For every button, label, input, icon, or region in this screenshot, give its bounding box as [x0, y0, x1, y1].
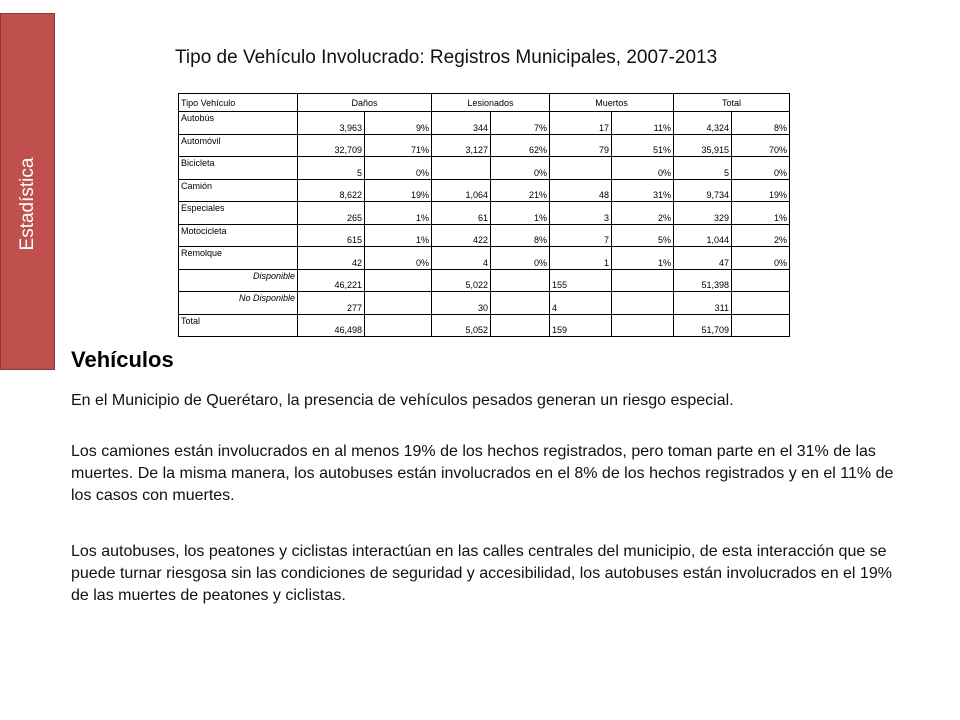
table-cell: 79 [550, 134, 612, 157]
table-row [179, 202, 790, 225]
table-cell [612, 292, 674, 315]
table-cell [491, 269, 550, 292]
vehicle-table [178, 93, 790, 337]
table-cell: 155 [550, 269, 612, 292]
header-muertos: Muertos [550, 94, 674, 112]
table-cell: 5,022 [432, 269, 491, 292]
table-cell [365, 269, 432, 292]
table-cell [612, 314, 674, 337]
table-cell: 1% [491, 202, 550, 225]
table-header-row [179, 94, 790, 112]
table-cell: 21% [491, 179, 550, 202]
table-cell: 0% [732, 247, 790, 270]
table-cell [365, 314, 432, 337]
table-row [179, 157, 790, 180]
table-cell [550, 157, 612, 180]
table-cell [612, 269, 674, 292]
table-row [179, 134, 790, 157]
table-cell: 329 [674, 202, 732, 225]
table-cell: 0% [612, 157, 674, 180]
table-cell: 7 [550, 224, 612, 247]
table-cell: 265 [298, 202, 365, 225]
table-cell [432, 157, 491, 180]
table-cell: 0% [732, 157, 790, 180]
table-cell [365, 292, 432, 315]
table-cell: 19% [365, 179, 432, 202]
table-row [179, 179, 790, 202]
header-tipo-vehiculo: Tipo Vehículo [179, 94, 298, 112]
table-cell: 31% [612, 179, 674, 202]
table-row [179, 292, 790, 315]
header-lesionados: Lesionados [432, 94, 550, 112]
table-cell: 32,709 [298, 134, 365, 157]
table-cell: 47 [674, 247, 732, 270]
row-label: Disponible [179, 269, 298, 292]
table-cell [732, 269, 790, 292]
table-cell: 1,064 [432, 179, 491, 202]
table-cell: 8% [491, 224, 550, 247]
table-cell: 4 [550, 292, 612, 315]
table-cell: 9% [365, 112, 432, 135]
table-cell: 8% [732, 112, 790, 135]
table-cell: 9,734 [674, 179, 732, 202]
table-cell: 71% [365, 134, 432, 157]
table-cell: 159 [550, 314, 612, 337]
table-row [179, 112, 790, 135]
table-cell: 19% [732, 179, 790, 202]
table-cell: 1% [612, 247, 674, 270]
table-cell: 51% [612, 134, 674, 157]
row-label: No Disponible [179, 292, 298, 315]
header-danos: Daños [298, 94, 432, 112]
table-cell: 17 [550, 112, 612, 135]
row-label: Especiales [179, 202, 298, 225]
table-cell: 0% [491, 157, 550, 180]
row-label: Camión [179, 179, 298, 202]
row-label: Motocicleta [179, 224, 298, 247]
table-cell: 70% [732, 134, 790, 157]
table-cell: 1% [365, 224, 432, 247]
paragraph-2: Los camiones están involucrados en al menos 19% de los hechos registrados, pero toman parte en el 31% de las muertes. De la misma manera, los autobuses están involucrados en el 8% de los hechos registrados y en el 11% de los casos con muertes. [71, 443, 894, 504]
table-cell [732, 292, 790, 315]
sidebar-panel [0, 13, 55, 370]
page-title: Tipo de Vehículo Involucrado: Registros Municipales, 2007-2013 [175, 47, 718, 68]
table-cell: 4,324 [674, 112, 732, 135]
table-cell: 5 [298, 157, 365, 180]
table-cell: 5 [674, 157, 732, 180]
header-total: Total [674, 94, 790, 112]
table-cell: 1% [365, 202, 432, 225]
table-cell: 2% [612, 202, 674, 225]
table-row [179, 314, 790, 337]
paragraph-3: Los autobuses, los peatones y ciclistas interactúan en las calles centrales del municipio, de esta interacción que se puede turnar riesgosa sin las condiciones de seguridad y accesibilidad, los autobuses están involucrados en el 19% de las muertes de peatones y ciclistas. [71, 543, 892, 604]
section-heading: Vehículos [71, 347, 174, 372]
table-cell: 3,127 [432, 134, 491, 157]
sidebar-label: Estadística [17, 157, 38, 251]
table-cell [491, 314, 550, 337]
table-row [179, 269, 790, 292]
table-cell: 46,498 [298, 314, 365, 337]
table-cell: 46,221 [298, 269, 365, 292]
table-cell: 615 [298, 224, 365, 247]
table-cell: 2% [732, 224, 790, 247]
paragraph-1: En el Municipio de Querétaro, la presencia de vehículos pesados generan un riesgo especial. [71, 392, 734, 409]
table-cell: 0% [491, 247, 550, 270]
row-label: Bicicleta [179, 157, 298, 180]
table-cell [732, 314, 790, 337]
table-cell: 11% [612, 112, 674, 135]
table-cell: 0% [365, 247, 432, 270]
table-cell: 7% [491, 112, 550, 135]
table-cell: 61 [432, 202, 491, 225]
table-row [179, 247, 790, 270]
table-cell: 5% [612, 224, 674, 247]
table-cell: 30 [432, 292, 491, 315]
table-cell: 0% [365, 157, 432, 180]
table-cell: 42 [298, 247, 365, 270]
table-cell: 51,709 [674, 314, 732, 337]
row-label: Total [179, 314, 298, 337]
table-cell: 3,963 [298, 112, 365, 135]
table-cell: 4 [432, 247, 491, 270]
table-row [179, 224, 790, 247]
table-body [179, 112, 790, 337]
table-cell: 1 [550, 247, 612, 270]
row-label: Autobús [179, 112, 298, 135]
row-label: Automóvil [179, 134, 298, 157]
table-cell: 344 [432, 112, 491, 135]
table-cell: 1% [732, 202, 790, 225]
table-cell: 277 [298, 292, 365, 315]
table-cell: 62% [491, 134, 550, 157]
table-cell: 1,044 [674, 224, 732, 247]
table-cell [491, 292, 550, 315]
table-cell: 8,622 [298, 179, 365, 202]
table-cell: 51,398 [674, 269, 732, 292]
table-cell: 422 [432, 224, 491, 247]
table-cell: 48 [550, 179, 612, 202]
table-cell: 35,915 [674, 134, 732, 157]
table-cell: 311 [674, 292, 732, 315]
table-cell: 5,052 [432, 314, 491, 337]
row-label: Remolque [179, 247, 298, 270]
table-cell: 3 [550, 202, 612, 225]
